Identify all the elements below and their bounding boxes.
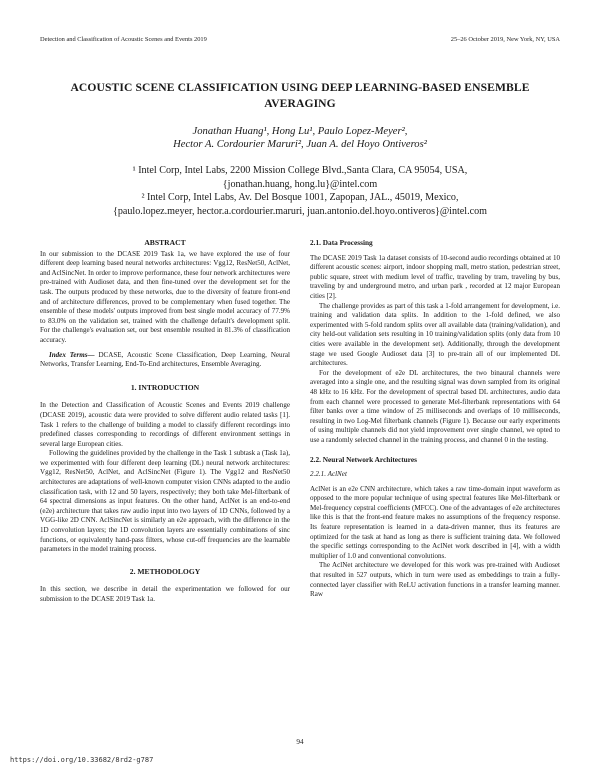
index-terms-text: DCASE, Acoustic Scene Classification, Deep Learning, Neural Networks, Transfer Learning, End-To-End architectures, Ensemble Averaging. (40, 350, 290, 369)
data-processing-heading: 2.1. Data Processing (310, 238, 373, 247)
methodology-paragraph-1: In this section, we describe in detail the experimentation we followed for our submission to the DCASE 2019 Task 1a. (40, 585, 290, 603)
data-processing-paragraph-3: For the development of e2e DL architectures, the two binaural channels were averaged into a single one, and the resulting signal was down sampled from its original 48 kHz to 16 kHz. For the development of spectral based DL architectures, audio data from each channel were processed to generate Mel-filterbank representations with 64 filter banks over a time window of 25 milliseconds and overlaps of 10 milliseconds, resulting in two Log-Mel filterbank channels (Figure 1). Because our early experiments of using multiple channels did not yield improvement over single channel, we opted to use a randomly selected channel in the training process, and channel 0 in the testing. (310, 368, 560, 444)
paper-title (40, 80, 560, 112)
affiliations (40, 164, 560, 218)
authors-line-2: Hector A. Cordourier Maruri², Juan A. del Hoyo Ontiveros² (173, 139, 427, 150)
index-terms (40, 351, 290, 370)
affiliation-2-email: {paulo.lopez.meyer, hector.a.cordourier.maruri, juan.antonio.del.hoyo.ontiveros}@intel.com (113, 205, 487, 217)
index-terms-label: Index Terms— (49, 350, 95, 359)
data-processing-paragraph-1: The DCASE 2019 Task 1a dataset consists of 10-second audio recordings obtained at 10 different acoustic scenes: airport, indoor shopping mall, metro station, pedestrian street, public square, street with medium level of traffic, traveling by tram, traveling by bus, traveling by and underground metro, and urban park , recorded at 12 major European cities [2]. (310, 253, 560, 300)
introduction-paragraph-2: Following the guidelines provided by the challenge in the Task 1 subtask a (Task 1a), we experimented with four different deep learning (DL) neural network architectures: Vgg12, ResNet50, AclNet, and AclSincNet (Figure 1). The Vgg12 and ResNet50 architectures are adaptations of well-known computer vision CNNs adapted to the audio classification task, with 12 and 50 layers, respectively; they both take Mel-filterbank of 64 spectral dimensions as input features. On the other hand, AclNet is an end-to-end (e2e) architecture that takes raw audio input into two layers of 1D CNNs, followed by a VGG-like 2D CNN. AclSincNet is similarly an e2e approach, with the difference in the 1D convolution layers; the 1D convolution layers are essentially combinations of sinc functions, or equivalently hand-pass filters, whose cut-off frequencies are the learnable parameters in the model training process. (40, 449, 290, 554)
aclnet-paragraph-1: AclNet is an e2e CNN architecture, which takes a raw time-domain input waveform as opposed to the more popular technique of using spectral features like Mel-filterbank or Mel-frequency cepstral coefficients (MFCC). One of the advantages of e2e architectures like this is that the front-end feature makes no assumptions of the frequency response. Its feature representation is learned in a data-driven manner, thus its features are optimized for the task at hand as long as there is sufficient training data. We followed the specific settings corresponding to the AclNet work described in [4], with a width multiplier of 1.0 and conventional convolutions. (310, 484, 560, 560)
aclnet-heading: 2.2.1. AclNet (310, 470, 347, 479)
abstract-heading: ABSTRACT (144, 238, 186, 247)
methodology-heading: 2. METHODOLOGY (129, 566, 201, 576)
abstract-text: In our submission to the DCASE 2019 Task 1a, we have explored the use of four different deep learning based neural networks architectures: Vgg12, ResNet50, AclNet, and AclSincNet. In order to improve performance, these four network architectures were pre-trained with Audioset data, and then fine-tuned over the development set for the task. The outputs produced by these networks, due to the diversity of feature front-end and of architecture differences, proved to be complementary when fused together. The ensemble of these models' outputs improved from best single model accuracy of 77.9% to 83.0% on the validation set, trained with the challenge default's development split. For the challenge's evaluation set, our best ensemble resulted in 81.3% of classification accuracy. (40, 249, 290, 344)
running-header-left: Detection and Classification of Acoustic Scenes and Events 2019 (40, 36, 207, 43)
right-column (310, 238, 560, 600)
page-number: 94 (296, 738, 304, 746)
data-processing-paragraph-2: The challenge provides as part of this task a 1-fold arrangement for development, i.e. training and validation data splits. In addition to the 1-fold defined, we also experimented with 5-fold random splits over all available data (training/validation), and city held-out validation sets resulting in 10 training/validation splits (only data from 10 cities were available in the development set). Additionally, through the development stage we used Google Audioset data [3] to pre-train all of our implemented DL architectures. (310, 301, 560, 368)
title-line-2: AVERAGING (264, 97, 336, 110)
affiliation-1: ¹ Intel Corp, Intel Labs, 2200 Mission College Blvd.,Santa Clara, CA 95054, USA, (132, 165, 468, 176)
affiliation-2: ² Intel Corp, Intel Labs, Av. Del Bosque 1001, Zapopan, JAL., 45019, Mexico, (141, 192, 459, 203)
authors-line-1: Jonathan Huang¹, Hong Lu¹, Paulo Lopez-Meyer², (192, 126, 408, 137)
title-line-1: ACOUSTIC SCENE CLASSIFICATION USING DEEP LEARNING-BASED ENSEMBLE (70, 81, 530, 94)
running-header-right: 25–26 October 2019, New York, NY, USA (450, 36, 560, 43)
introduction-heading: 1. INTRODUCTION (130, 382, 200, 392)
left-column (40, 238, 290, 605)
aclnet-paragraph-2: The AclNet architecture we developed for this work was pre-trained with Audioset that resulted in 527 outputs, which in turn were used as embeddings to train a fully-connected layer classifier with ReLU activation functions in a transfer learning manner. Raw (310, 561, 560, 599)
nn-architectures-heading: 2.2. Neural Network Architectures (310, 455, 417, 465)
affiliation-1-email: {jonathan.huang, hong.lu}@intel.com (222, 178, 378, 190)
doi-link[interactable]: https://doi.org/10.33682/8rd2-g787 (10, 756, 154, 764)
introduction-paragraph-1: In the Detection and Classification of Acoustic Scenes and Events 2019 challenge (DCASE 2019), acoustic data were provided to solve different audio related tasks [1]. Task 1 refers to the challenge of building a model to classify different recordings into predefined classes corresponding to recordings of different environment settings in several large European cities. (40, 401, 290, 448)
author-list (40, 125, 560, 151)
